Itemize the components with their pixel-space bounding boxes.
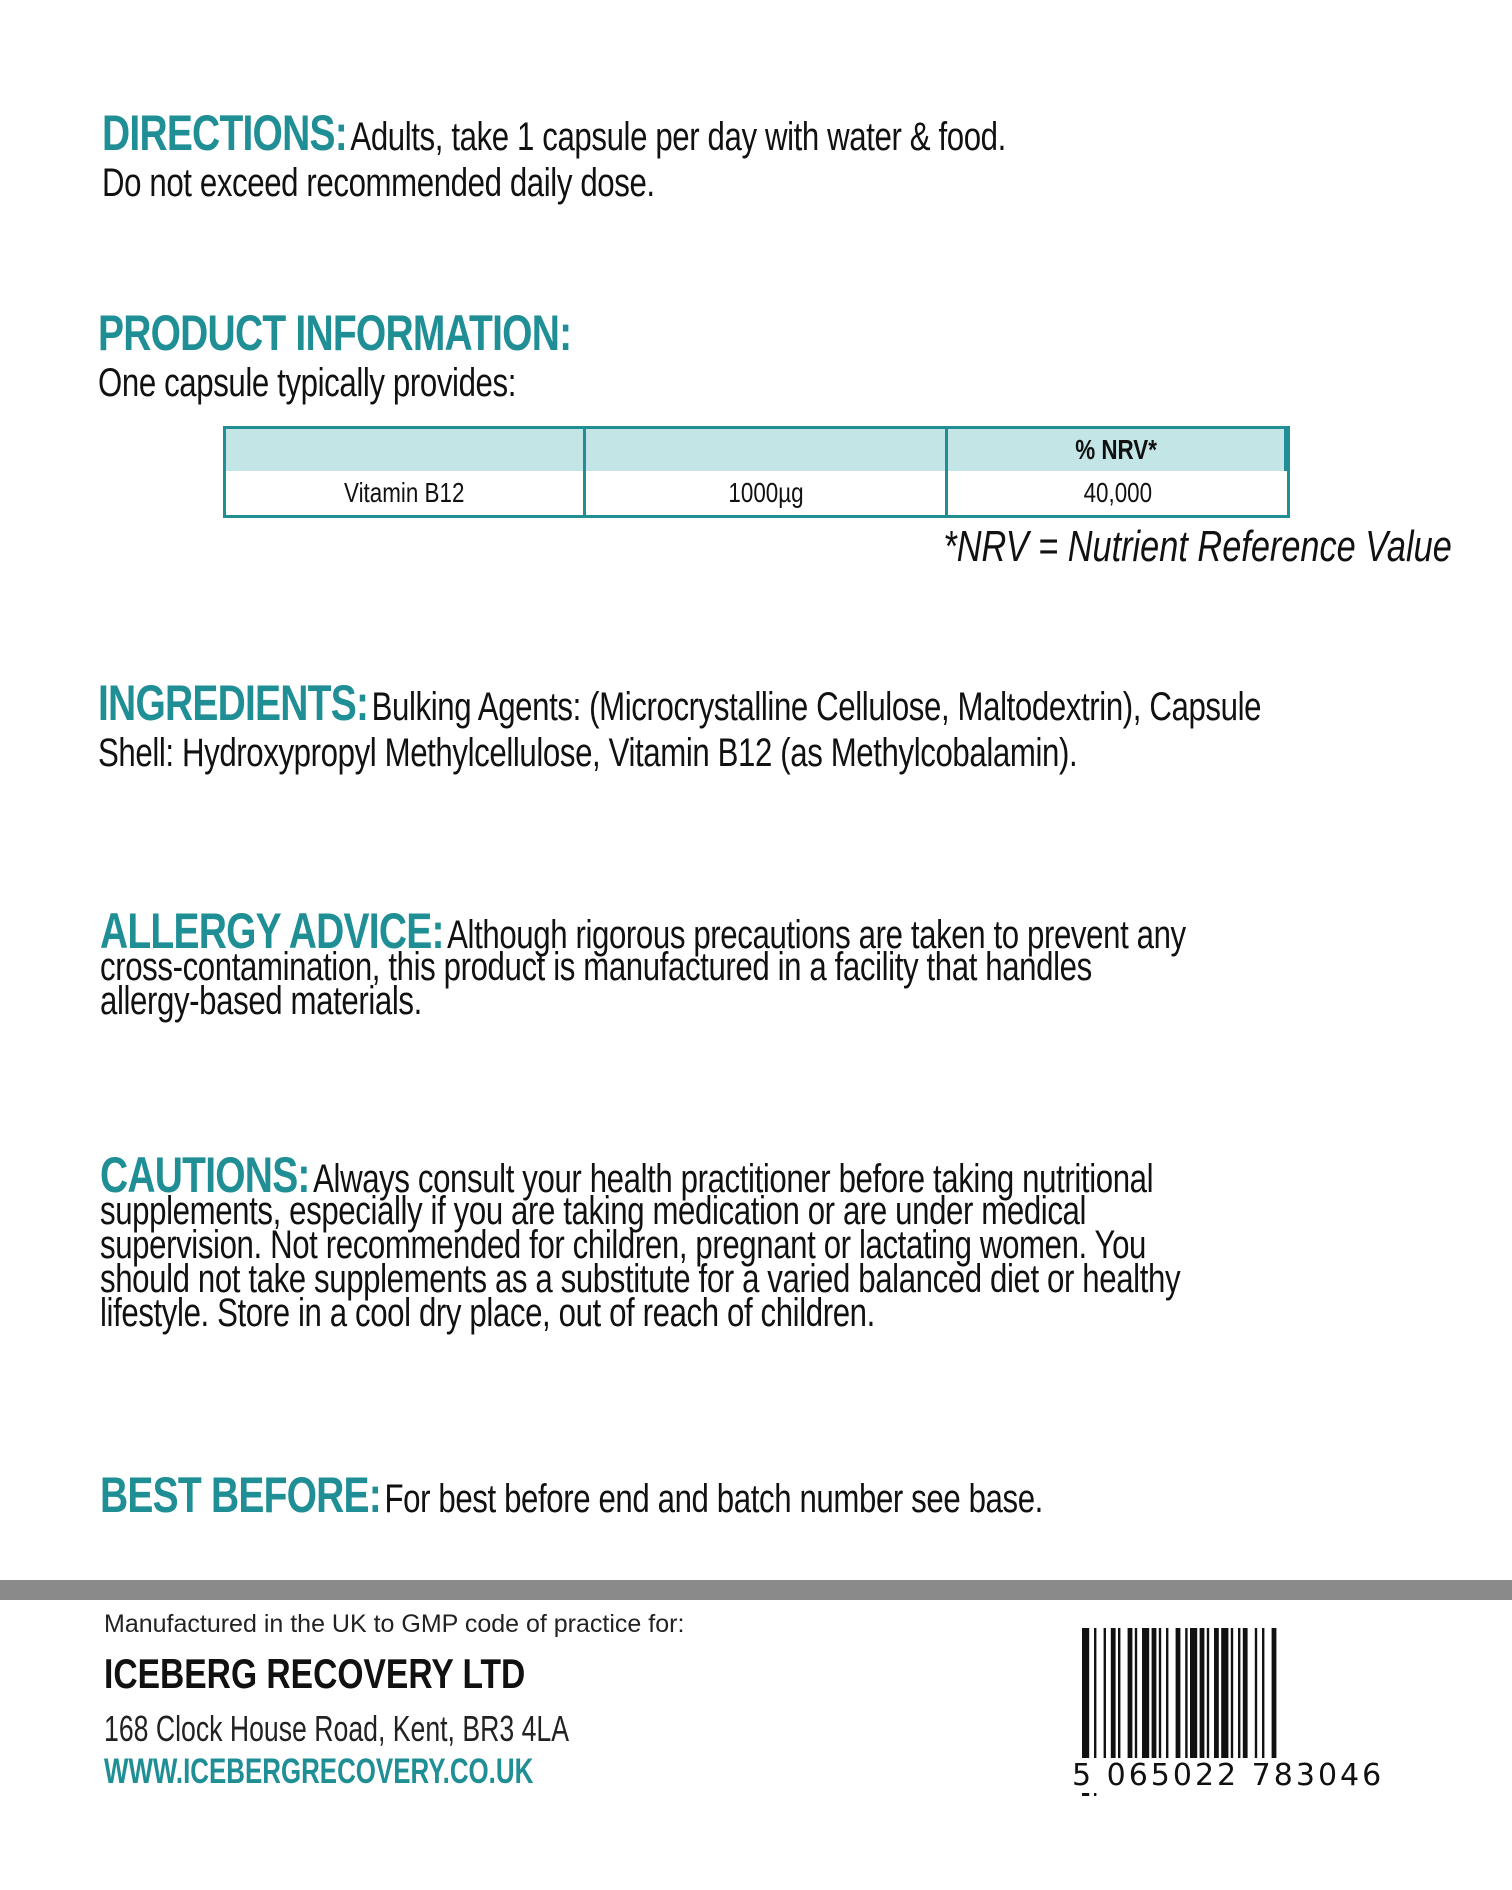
- barcode-bar: [1207, 1628, 1209, 1768]
- company-name: ICEBERG RECOVERY LTD: [104, 1650, 526, 1697]
- best-before-section: [100, 1466, 1480, 1524]
- table-header-cell: [226, 429, 586, 471]
- barcode-bar: [1262, 1628, 1264, 1768]
- allergy-advice-section: [100, 902, 1480, 1022]
- barcode-bar: [1111, 1628, 1116, 1768]
- barcode-bar: [1272, 1628, 1277, 1768]
- ingredients-section: [98, 674, 1478, 774]
- barcode-bar: [1231, 1628, 1233, 1768]
- barcode-bar: [1185, 1628, 1187, 1768]
- cautions-section: [100, 1146, 1480, 1334]
- barcode-bar: [1221, 1628, 1228, 1768]
- cautions-text-3: supervision. Not recommended for children, pregnant or lactating women. You: [100, 1223, 1147, 1267]
- barcode-bar: [1135, 1628, 1137, 1768]
- cautions-text-4: should not take supplements as a substitute for a varied balanced diet or healthy: [100, 1257, 1181, 1301]
- best-before-line: [100, 1466, 1043, 1524]
- product-information-section: [98, 304, 1438, 404]
- company-website: WWW.ICEBERGRECOVERY.CO.UK: [104, 1752, 534, 1791]
- allergy-text-1: Although rigorous precautions are taken to prevent any: [447, 913, 1186, 957]
- barcode-bar: [1159, 1628, 1161, 1768]
- table-header-nrv: % NRV*: [948, 429, 1287, 471]
- cautions-text-2: supplements, especially if you are taking medication or are under medical: [100, 1189, 1087, 1233]
- product-information-heading: PRODUCT INFORMATION:: [98, 305, 572, 361]
- allergy-text-2: cross-contamination, this product is manufactured in a facility that handles: [100, 945, 1092, 989]
- barcode-bar: [1214, 1628, 1219, 1768]
- directions-text-2: Do not exceed recommended daily dose.: [102, 161, 655, 205]
- barcode-bar: [1200, 1628, 1205, 1768]
- barcode-bar: [1104, 1628, 1106, 1768]
- nutrition-table: [223, 426, 1290, 518]
- table-header-cell: [586, 429, 948, 471]
- nrv-footnote: *NRV = Nutrient Reference Value: [943, 522, 1452, 571]
- barcode-bar: [1128, 1628, 1133, 1768]
- footer-divider: [0, 1580, 1512, 1600]
- directions-section: [102, 104, 1442, 204]
- ingredients-text-2: Shell: Hydroxypropyl Methylcellulose, Vitamin B12 (as Methylcobalamin).: [98, 731, 1078, 775]
- table-cell-nutrient: Vitamin B12: [226, 471, 586, 515]
- product-information-subheading: One capsule typically provides:: [98, 361, 516, 405]
- cautions-text-5: lifestyle. Store in a cool dry place, out of reach of children.: [100, 1291, 875, 1335]
- ingredients-heading: INGREDIENTS:: [98, 675, 369, 731]
- cautions-text-1: Always consult your health practitioner before taking nutritional: [313, 1157, 1154, 1201]
- ingredients-line-1: [98, 674, 1261, 732]
- company-address: 168 Clock House Road, Kent, BR3 4LA: [104, 1708, 569, 1749]
- barcode-bar: [1176, 1628, 1181, 1768]
- best-before-heading: BEST BEFORE:: [100, 1467, 381, 1523]
- barcode-bar: [1142, 1628, 1149, 1768]
- manufactured-statement: Manufactured in the UK to GMP code of practice for:: [104, 1610, 685, 1638]
- ingredients-text-1: Bulking Agents: (Microcrystalline Cellulose, Maltodextrin), Capsule: [371, 685, 1262, 729]
- barcode-bar: [1152, 1628, 1157, 1768]
- barcode-bar: [1238, 1628, 1240, 1768]
- table-cell-amount: 1000µg: [586, 471, 948, 515]
- directions-heading: DIRECTIONS:: [102, 105, 347, 161]
- directions-line-1: [102, 104, 1006, 162]
- barcode-bar: [1118, 1628, 1120, 1768]
- best-before-text: For best before end and batch number see base.: [384, 1477, 1043, 1521]
- table-cell-nrv: 40,000: [1083, 477, 1152, 508]
- barcode-bar: [1243, 1628, 1248, 1768]
- cautions-heading: CAUTIONS:: [100, 1147, 310, 1203]
- barcode-bar: [1166, 1628, 1168, 1768]
- barcode-bar: [1190, 1628, 1197, 1768]
- barcode-number: 5 065022 783046: [1072, 1758, 1385, 1793]
- barcode-bar: [1255, 1628, 1257, 1768]
- allergy-heading: ALLERGY ADVICE:: [100, 903, 444, 959]
- allergy-text-3: allergy-based materials.: [100, 979, 422, 1023]
- directions-text-1: Adults, take 1 capsule per day with water & food.: [350, 115, 1006, 159]
